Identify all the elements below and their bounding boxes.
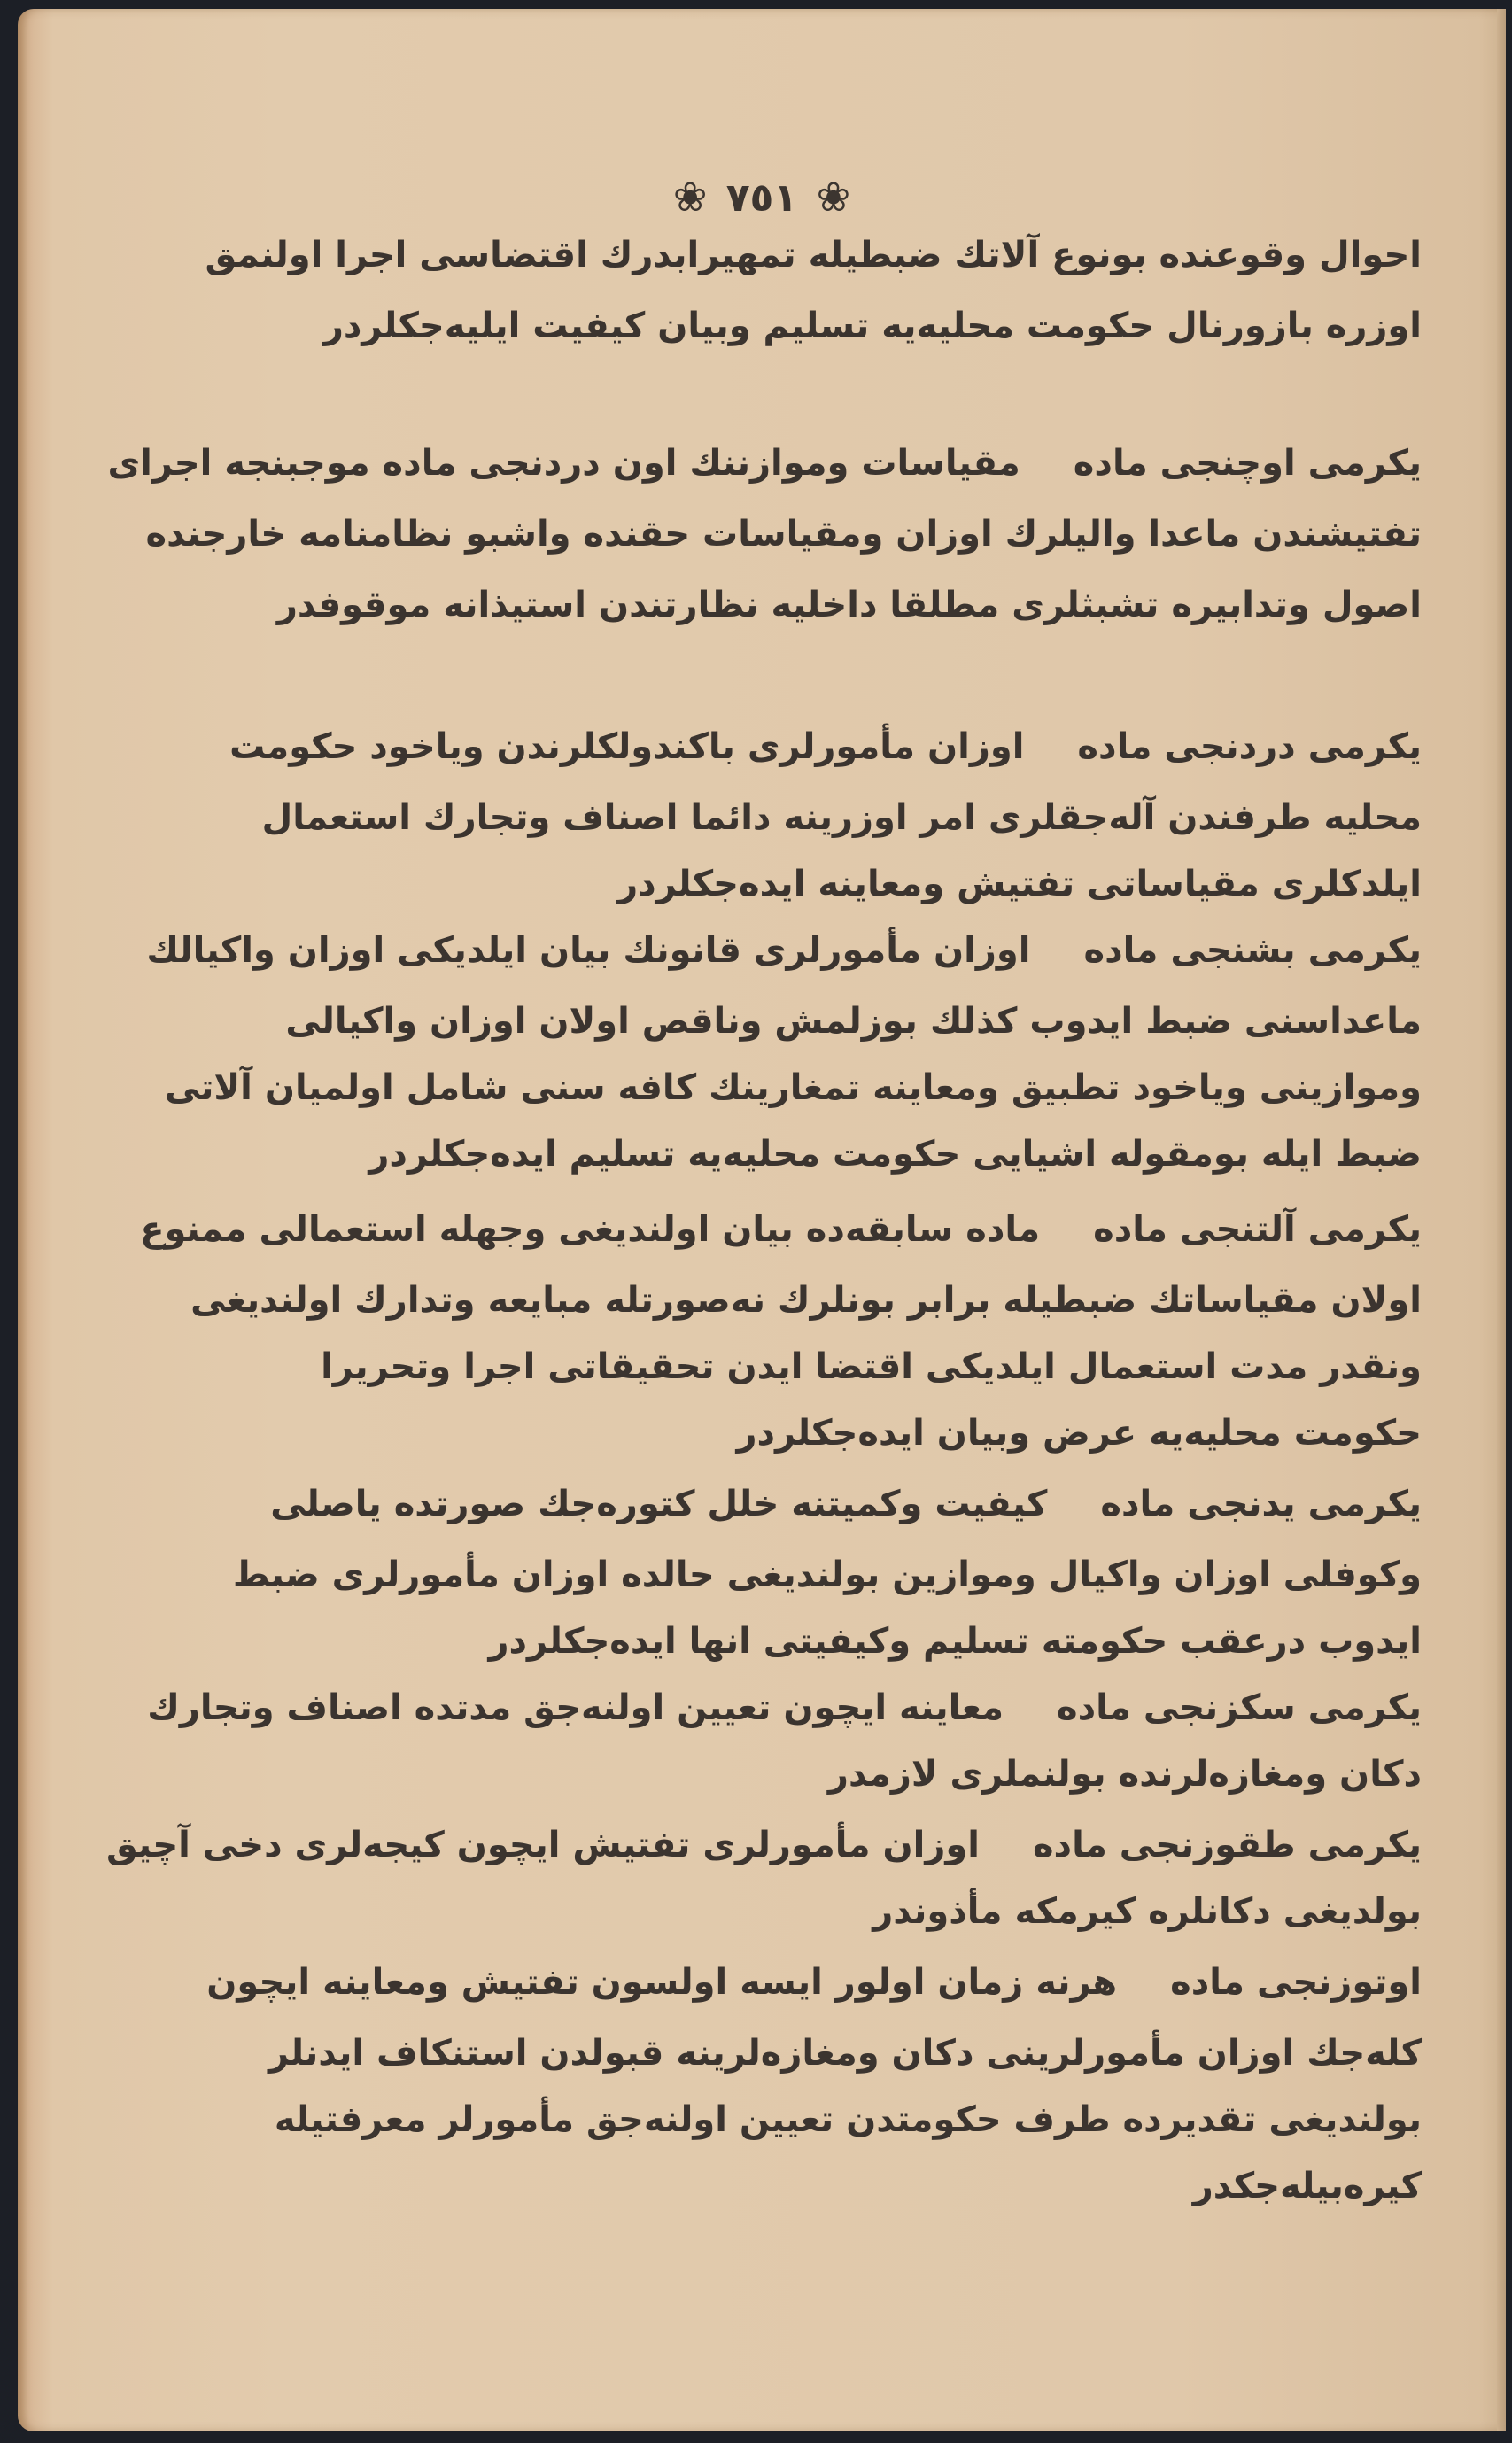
text-line: اصول وتدابيره تشبثلرى مطلقا داخليه نظارتندن استيذانه موقوفدر — [276, 585, 1422, 625]
text-line: اولان مقياساتك ضبطيله برابر بونلرك نه‌صورتله مبايعه وتدارك اولنديغى — [190, 1280, 1422, 1321]
text-line: اوزان مأمورلرى تفتيش ايچون كيجه‌لرى دخى آچيق — [105, 1825, 980, 1865]
text-line: بولديغى دكانلره كيرمكه مأذوندر — [872, 1891, 1422, 1932]
ornament-icon: ❀ — [672, 173, 708, 221]
text-line: ضبط ايله بومقوله اشيايى حكومت محليه‌يه تسليم ايده‌جكلردر — [368, 1134, 1422, 1175]
article-first-line — [206, 1962, 1422, 2003]
print-marks — [337, 2285, 957, 2296]
text-line: ماده سابقه‌ده بيان اولنديغى وجهله استعمالى ممنوع — [140, 1209, 1041, 1250]
text-line: وكوفلى اوزان واكيال وموازين بولنديغى حالده اوزان مأمورلرى ضبط — [232, 1555, 1422, 1595]
article-first-line — [107, 443, 1422, 484]
text-line: كيره‌بيله‌جكدر — [1192, 2166, 1422, 2206]
article-first-line — [105, 1825, 1422, 1865]
article-first-line — [229, 726, 1422, 767]
book-page — [18, 9, 1506, 2431]
article-label: يكرمى آلتنجى ماده — [1093, 1209, 1422, 1250]
article-label: يكرمى طقوزنجى ماده — [1032, 1825, 1422, 1865]
text-line: اوزان مأمورلرى باكندولكلرندن وياخود حكومت — [229, 726, 1025, 767]
text-line: حكومت محليه‌يه عرض وبيان ايده‌جكلردر — [736, 1413, 1422, 1454]
text-line: كيفيت وكميتنه خلل كتوره‌جك صورتده ياصلى — [270, 1484, 1048, 1524]
text-line: بولنديغى تقديرده طرف حكومتدن تعيين اولنه‌جق مأمورلر معرفتيله — [274, 2099, 1422, 2140]
article-first-line — [147, 1687, 1422, 1728]
text-line: اوزان مأمورلرى قانونك بيان ايلديكى اوزان واكيالك — [146, 930, 1031, 971]
text-line: وموازينى وياخود تطبيق ومعاينه تمغارينك كافه سنى شامل اولميان آلاتى — [164, 1067, 1422, 1108]
article-label: يكرمى سكزنجى ماده — [1057, 1687, 1422, 1728]
article-label: يكرمى دردنجى ماده — [1077, 726, 1422, 767]
text-line: كله‌جك اوزان مأمورلرينى دكان ومغازه‌لرينه قبولدن استنكاف ايدنلر — [268, 2033, 1422, 2074]
text-line: اوزره بازورنال حكومت محليه‌يه تسليم وبيان كيفيت ايليه‌جكلردر — [322, 306, 1422, 346]
page-number: ٧٥١ — [725, 175, 798, 221]
text-line: دكان ومغازه‌لرنده بولنملرى لازمدر — [827, 1754, 1422, 1795]
text-line: مقياسات وموازننك اون دردنجى ماده موجبنجه اجراى — [107, 443, 1020, 484]
article-first-line — [270, 1484, 1422, 1524]
text-line: هرنه زمان اولور ايسه اولسون تفتيش ومعاينه ايچون — [206, 1962, 1118, 2003]
text-line: احوال وقوعنده بونوع آلاتك ضبطيله تمهيرابدرك اقتضاسى اجرا اولنمق — [205, 235, 1422, 275]
article-first-line — [140, 1209, 1422, 1250]
article-first-line — [146, 930, 1422, 971]
article-label: يكرمى بشنجى ماده — [1083, 930, 1422, 971]
text-line: محليه طرفندن آله‌جقلرى امر اوزرينه دائما اصناف وتجارك استعمال — [261, 797, 1422, 838]
ornament-icon: ❀ — [816, 173, 851, 221]
page-edge — [1497, 9, 1506, 2431]
text-line: ايلدكلرى مقياساتى تفتيش ومعاينه ايده‌جكلردر — [617, 864, 1422, 904]
text-line: ايدوب درعقب حكومته تسليم وكيفيتى انها ايده‌جكلردر — [488, 1621, 1422, 1662]
text-line: ماعداسنى ضبط ايدوب كذلك بوزلمش وناقص اولان اوزان واكيالى — [285, 1001, 1422, 1042]
article-label: يكرمى يدنجى ماده — [1100, 1484, 1422, 1524]
page-header — [18, 173, 1506, 221]
text-line: ونقدر مدت استعمال ايلديكى اقتضا ايدن تحقيقاتى اجرا وتحريرا — [321, 1346, 1422, 1387]
article-label: يكرمى اوچنجى ماده — [1073, 443, 1422, 484]
article-label: اوتوزنجى ماده — [1170, 1962, 1422, 2003]
text-line: تفتيشندن ماعدا واليلرك اوزان ومقياسات حقنده واشبو نظامنامه خارجنده — [145, 514, 1422, 555]
text-line: معاينه ايچون تعيين اولنه‌جق مدتده اصناف وتجارك — [147, 1687, 1004, 1728]
